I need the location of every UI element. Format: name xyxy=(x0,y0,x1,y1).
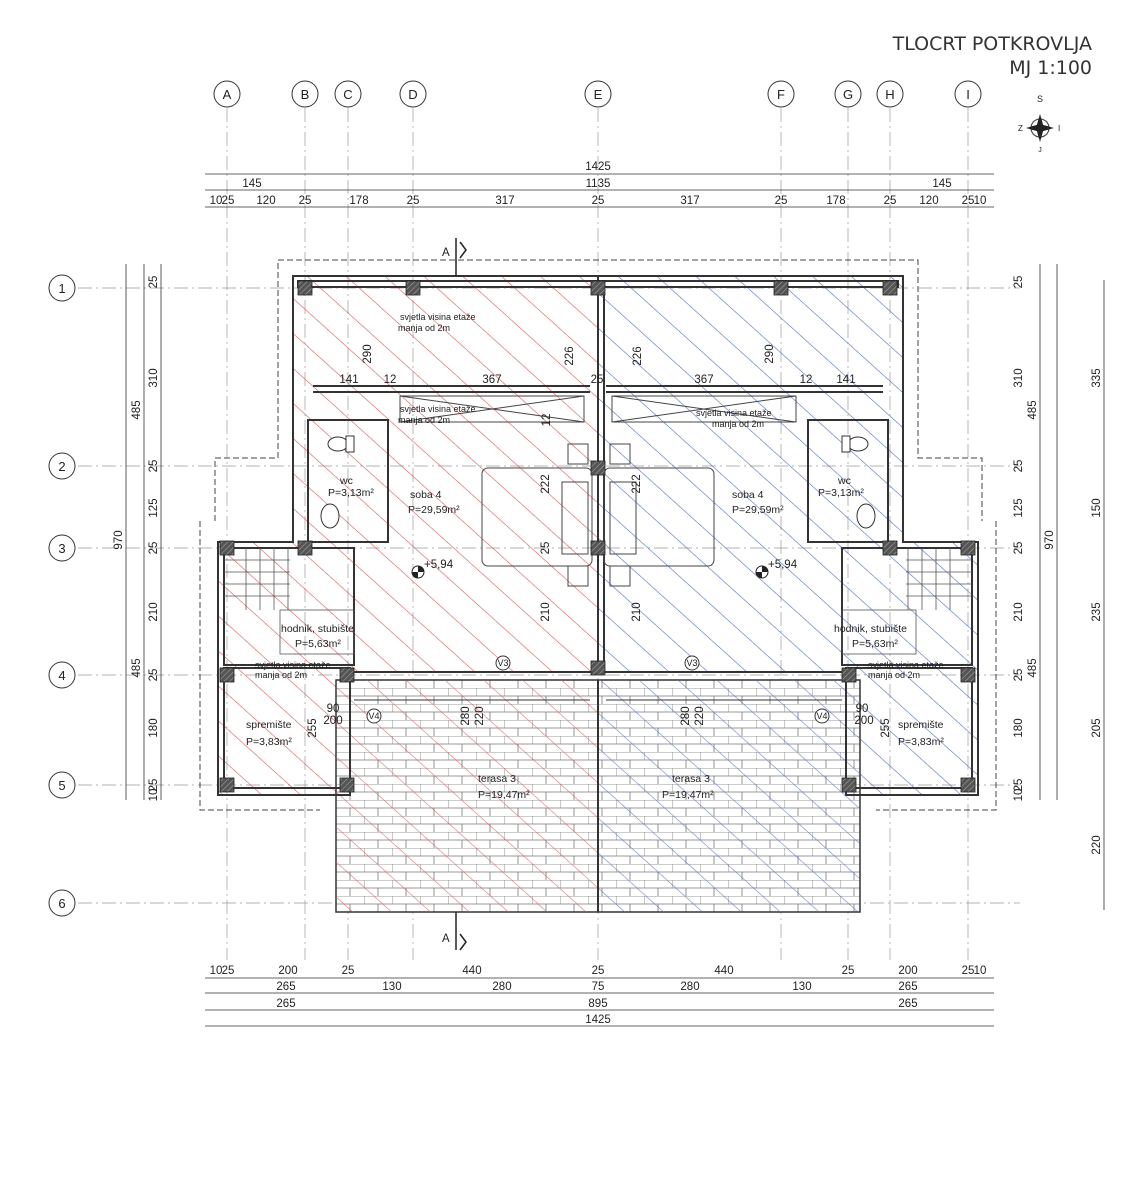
dim-left-chain: 210 xyxy=(148,602,160,622)
room-area-terrace-left: P=19,47m² xyxy=(478,789,530,801)
dim-left-chain: 10 xyxy=(148,788,160,802)
svg-text:G: G xyxy=(842,87,854,102)
dim-left-outer: 970 xyxy=(113,530,125,550)
dim-right-chain1: 210 xyxy=(1013,602,1025,622)
dim-bottom-chain3: 895 xyxy=(588,998,608,1010)
axis-bubble-2 xyxy=(49,453,75,479)
dim-bottom-chain2: 280 xyxy=(492,981,512,993)
svg-text:manja od 2m: manja od 2m xyxy=(255,670,308,680)
dim-top-side-left: 145 xyxy=(242,178,262,190)
dim-bottom-chain1: 200 xyxy=(898,965,918,977)
room-area-terrace-right: P=19,47m² xyxy=(662,789,714,801)
dim-interior: 200 xyxy=(323,715,343,727)
dim-top-chain: 25 xyxy=(774,195,788,207)
dim-interior: 210 xyxy=(540,602,552,622)
dim-interior: 220 xyxy=(474,706,486,726)
dim-left-chain: 180 xyxy=(148,718,160,738)
dim-bottom-chain1: 25 xyxy=(591,965,605,977)
dim-interior: 255 xyxy=(880,718,892,738)
dim-right-chain1: 125 xyxy=(1013,498,1025,518)
dim-right-chain1: 180 xyxy=(1013,718,1025,738)
dim-right-outer: 970 xyxy=(1044,530,1056,550)
dim-bottom-chain3: 265 xyxy=(276,998,296,1010)
room-name-hall-left: hodnik, stubište xyxy=(281,623,354,635)
svg-text:F: F xyxy=(777,87,785,102)
dim-bottom-chain2: 265 xyxy=(898,981,918,993)
room-area-soba-left: P=29,59m² xyxy=(408,504,460,516)
svg-text:J: J xyxy=(1038,147,1042,154)
dim-top-chain: 25 xyxy=(591,195,605,207)
svg-text:4: 4 xyxy=(58,668,66,683)
terrace-paving xyxy=(336,680,860,912)
dim-bottom-chain2: 280 xyxy=(680,981,700,993)
dim-right-chain1: 25 xyxy=(1013,778,1025,792)
north-arrow-icon xyxy=(1018,94,1060,154)
dim-top-chain: 10 xyxy=(209,195,223,207)
dim-right-chain1: 25 xyxy=(1013,275,1025,289)
dim-interior: 90 xyxy=(326,703,340,715)
dim-interior: 90 xyxy=(855,703,869,715)
dim-right-chain2: 220 xyxy=(1091,835,1103,855)
dim-bottom-chain2: 130 xyxy=(382,981,402,993)
axis-bubble-1 xyxy=(49,275,75,301)
dim-bottom-chain1: 10 xyxy=(209,965,223,977)
dim-left-chain: 25 xyxy=(148,459,160,473)
dim-interior: 280 xyxy=(460,706,472,726)
dim-top-chain: 120 xyxy=(256,195,276,207)
room-name-soba-right: soba 4 xyxy=(732,489,764,501)
dim-right-half: 485 xyxy=(1027,400,1039,420)
dim-interior: 290 xyxy=(362,344,374,364)
room-name-soba-left: soba 4 xyxy=(410,489,442,501)
room-area-storage-right: P=3,83m² xyxy=(898,736,944,748)
dim-top-chain: 25 xyxy=(406,195,420,207)
axis-bubble-g xyxy=(835,81,861,107)
svg-text:D: D xyxy=(408,87,418,102)
axis-bubble-h xyxy=(877,81,903,107)
dim-interior: 12 xyxy=(799,374,813,386)
svg-text:B: B xyxy=(300,87,310,102)
dim-right-chain1: 25 xyxy=(1013,668,1025,682)
dim-top-chain: 25 xyxy=(883,195,897,207)
svg-text:manja od 2m: manja od 2m xyxy=(712,419,765,429)
dim-top-chain: 25 xyxy=(298,195,312,207)
dim-bottom-chain2: 75 xyxy=(591,981,605,993)
svg-text:svjetla visina etaže: svjetla visina etaže xyxy=(696,408,772,418)
svg-text:5: 5 xyxy=(58,778,66,793)
dim-interior: 220 xyxy=(694,706,706,726)
dim-bottom-chain1: 10 xyxy=(973,965,987,977)
axis-bubble-f xyxy=(768,81,794,107)
svg-text:A: A xyxy=(442,247,450,259)
svg-text:3: 3 xyxy=(58,541,66,556)
dim-bottom-chain1: 200 xyxy=(278,965,298,977)
svg-text:V4: V4 xyxy=(816,711,828,721)
dim-interior: 367 xyxy=(482,374,502,386)
svg-text:E: E xyxy=(593,87,603,102)
dim-left-half: 485 xyxy=(131,400,143,420)
dim-top-side-right: 145 xyxy=(932,178,952,190)
axis-bubble-6 xyxy=(49,890,75,916)
room-name-storage-left: spremište xyxy=(246,719,292,731)
axis-bubble-i xyxy=(955,81,981,107)
dim-right-chain1: 25 xyxy=(1013,459,1025,473)
room-area-wc-left: P=3,13m² xyxy=(328,487,374,499)
dim-bottom-chain1: 440 xyxy=(714,965,734,977)
dim-right-half: 485 xyxy=(1027,658,1039,678)
svg-text:A: A xyxy=(222,87,232,102)
svg-text:manja od 2m: manja od 2m xyxy=(398,323,451,333)
svg-text:svjetla visina etaže: svjetla visina etaže xyxy=(255,660,331,670)
svg-text:manja od 2m: manja od 2m xyxy=(868,670,921,680)
dim-interior: 141 xyxy=(836,374,856,386)
dim-interior: 12 xyxy=(383,374,397,386)
dim-interior: 367 xyxy=(694,374,714,386)
dim-bottom-chain1: 25 xyxy=(841,965,855,977)
axis-bubble-d xyxy=(400,81,426,107)
svg-text:V4: V4 xyxy=(368,711,380,721)
drawing-title: TLOCRT POTKROVLJA xyxy=(892,33,1092,55)
axis-bubble-a xyxy=(214,81,240,107)
axis-bubble-3 xyxy=(49,535,75,561)
svg-text:svjetla visina etaže: svjetla visina etaže xyxy=(400,312,476,322)
room-area-hall-left: P=5,63m² xyxy=(295,638,341,650)
dim-interior: 12 xyxy=(541,413,553,427)
dim-interior: 200 xyxy=(854,715,874,727)
dim-bottom-chain1: 25 xyxy=(341,965,355,977)
dim-bottom-overall: 1425 xyxy=(585,1014,611,1026)
dim-left-chain: 25 xyxy=(148,541,160,555)
axis-bubble-4 xyxy=(49,662,75,688)
room-area-soba-right: P=29,59m² xyxy=(732,504,784,516)
dim-bottom-chain1: 25 xyxy=(961,965,975,977)
dim-top-overall: 1425 xyxy=(585,161,611,173)
svg-text:svjetla visina etaže: svjetla visina etaže xyxy=(868,660,944,670)
dim-right-chain2: 205 xyxy=(1091,718,1103,738)
room-name-terrace-right: terasa 3 xyxy=(672,773,710,785)
room-area-hall-right: P=5,63m² xyxy=(852,638,898,650)
dim-interior: 255 xyxy=(307,718,319,738)
svg-text:svjetla visina etaže: svjetla visina etaže xyxy=(400,404,476,414)
dim-left-chain: 25 xyxy=(148,778,160,792)
dim-top-chain: 120 xyxy=(919,195,939,207)
svg-text:I: I xyxy=(966,87,970,102)
svg-text:2: 2 xyxy=(58,459,66,474)
svg-text:H: H xyxy=(885,87,895,102)
room-area-storage-left: P=3,83m² xyxy=(246,736,292,748)
svg-text:manja od 2m: manja od 2m xyxy=(398,415,451,425)
room-name-terrace-left: terasa 3 xyxy=(478,773,516,785)
dim-top-chain: 317 xyxy=(495,195,515,207)
dim-bottom-chain2: 130 xyxy=(792,981,812,993)
dim-bottom-chain1: 440 xyxy=(462,965,482,977)
svg-text:I: I xyxy=(1058,124,1061,133)
room-name-hall-right: hodnik, stubište xyxy=(834,623,907,635)
dim-right-chain2: 335 xyxy=(1091,368,1103,388)
dim-top-chain: 25 xyxy=(221,195,235,207)
dim-interior: 25 xyxy=(540,541,552,555)
room-area-wc-right: P=3,13m² xyxy=(818,487,864,499)
dim-bottom-chain2: 265 xyxy=(276,981,296,993)
dim-top-chain: 317 xyxy=(680,195,700,207)
svg-text:1: 1 xyxy=(58,281,66,296)
dim-top-chain: 10 xyxy=(973,195,987,207)
dim-right-chain2: 235 xyxy=(1091,602,1103,622)
dim-top-inner: 1135 xyxy=(585,178,611,190)
dim-left-chain: 25 xyxy=(148,275,160,289)
dim-bottom-chain3: 265 xyxy=(898,998,918,1010)
svg-text:6: 6 xyxy=(58,896,66,911)
svg-text:+5,94: +5,94 xyxy=(424,559,454,571)
room-name-wc-right: wc xyxy=(838,475,851,487)
section-mark-bottom xyxy=(442,912,466,950)
axis-bubble-5 xyxy=(49,772,75,798)
dim-interior: 210 xyxy=(631,602,643,622)
dim-bottom-chain1: 25 xyxy=(221,965,235,977)
dim-interior: 226 xyxy=(564,346,576,366)
axis-bubble-c xyxy=(335,81,361,107)
dim-left-half: 485 xyxy=(131,658,143,678)
drawing-scale: MJ 1:100 xyxy=(1009,57,1092,79)
svg-text:V3: V3 xyxy=(497,658,509,668)
svg-text:A: A xyxy=(442,933,450,945)
dim-left-chain: 25 xyxy=(148,668,160,682)
room-name-storage-right: spremište xyxy=(898,719,944,731)
svg-text:V3: V3 xyxy=(686,658,698,668)
dim-interior: 290 xyxy=(764,344,776,364)
room-name-wc-left: wc xyxy=(340,475,353,487)
dim-interior: 222 xyxy=(631,474,643,494)
row-axis-labels xyxy=(49,275,75,916)
svg-text:+5,94: +5,94 xyxy=(768,559,798,571)
dim-right-chain2: 150 xyxy=(1091,498,1103,518)
dim-right-chain1: 10 xyxy=(1013,788,1025,802)
dim-top-chain: 178 xyxy=(349,195,369,207)
dim-right-chain1: 25 xyxy=(1013,541,1025,555)
axis-bubble-e xyxy=(585,81,611,107)
dim-interior: 222 xyxy=(540,474,552,494)
svg-text:C: C xyxy=(343,87,353,102)
dim-interior: 226 xyxy=(632,346,644,366)
svg-text:Z: Z xyxy=(1018,124,1023,133)
column-axis-labels xyxy=(214,81,981,107)
dim-right-chain1: 310 xyxy=(1013,368,1025,388)
dim-interior: 141 xyxy=(339,374,359,386)
section-mark-top xyxy=(442,238,466,276)
dim-interior: 280 xyxy=(680,706,692,726)
axis-bubble-b xyxy=(292,81,318,107)
dim-top-chain: 178 xyxy=(826,195,846,207)
svg-text:S: S xyxy=(1036,94,1044,104)
dim-left-chain: 310 xyxy=(148,368,160,388)
dim-top-chain: 25 xyxy=(961,195,975,207)
dim-left-chain: 125 xyxy=(148,498,160,518)
dim-interior: 25 xyxy=(590,374,604,386)
